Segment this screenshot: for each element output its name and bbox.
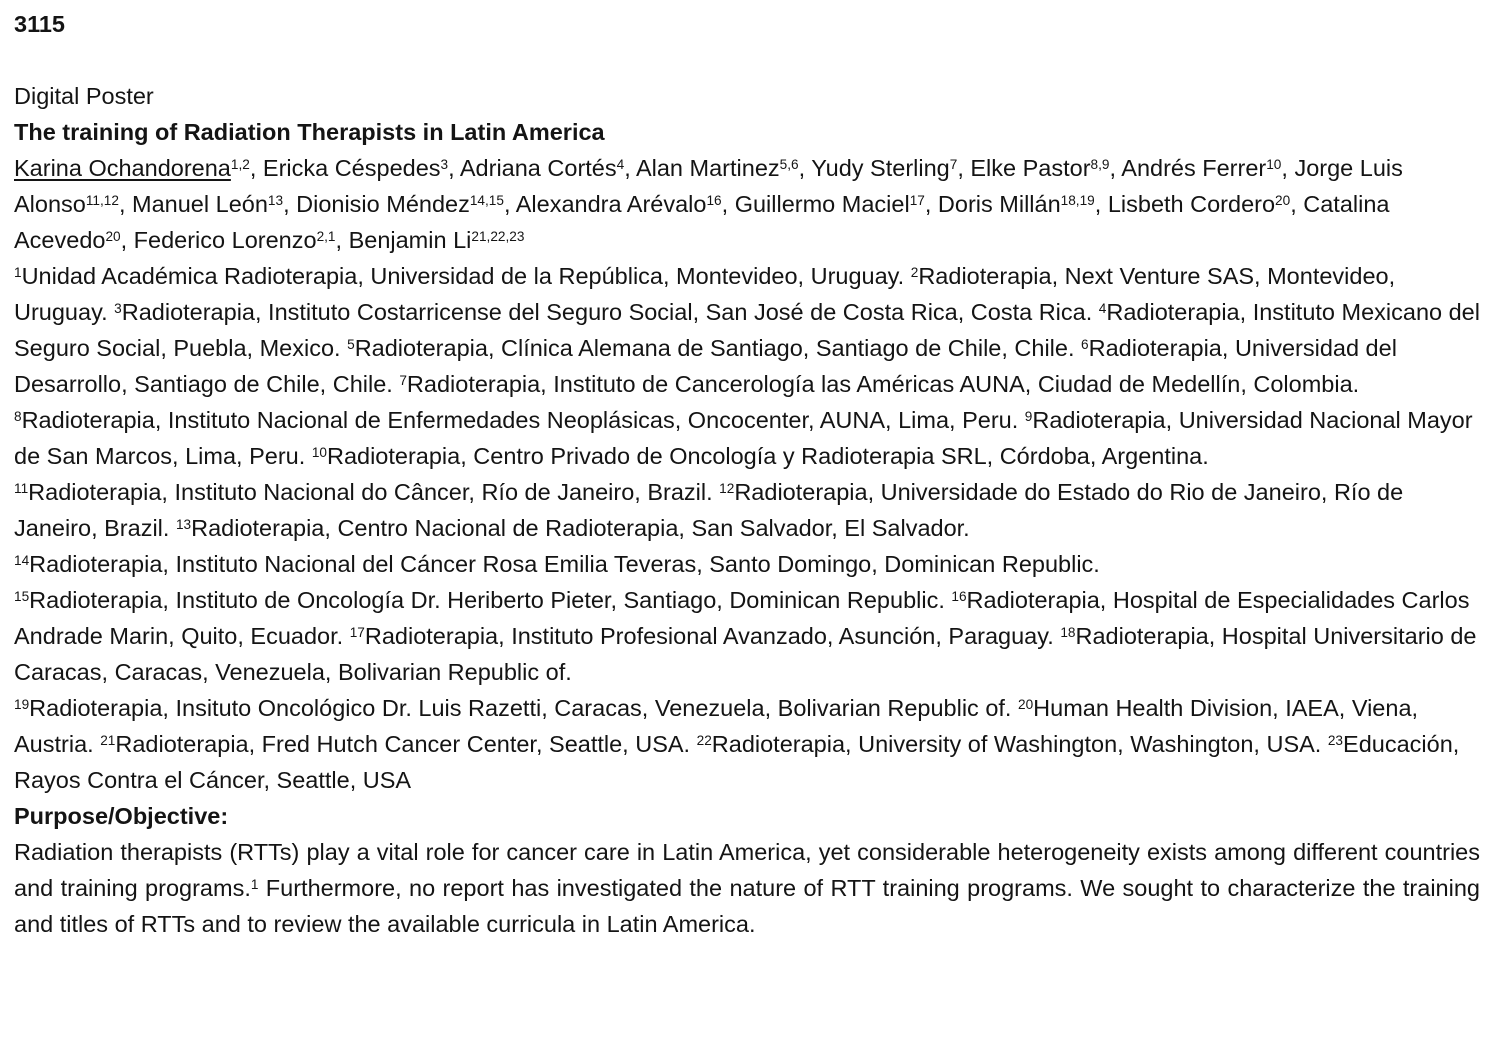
affiliation-number-sup: 17 <box>349 624 365 640</box>
author-affiliation-sup: 10 <box>1266 156 1282 172</box>
affiliation-text: Radioterapia, Centro Nacional de Radioterapia, San Salvador, El Salvador. <box>191 515 970 541</box>
author-affiliation-sup: 17 <box>909 192 925 208</box>
affiliation-text: Radioterapia, Instituto Nacional de Enfermedades Neoplásicas, Oncocenter, AUNA, Lima, Peru. <box>21 407 1019 433</box>
author-affiliation-sup: 3 <box>440 156 449 172</box>
affiliation-text: Radioterapia, Instituto Profesional Avanzado, Asunción, Paraguay. <box>364 623 1054 649</box>
affiliation-text: Radioterapia, Instituto de Oncología Dr. Heriberto Pieter, Santiago, Dominican Republic. <box>29 587 945 613</box>
author-name: Alexandra Arévalo <box>515 191 707 217</box>
author-name: Guillermo Maciel <box>734 191 910 217</box>
affiliation-number-sup: 4 <box>1098 300 1107 316</box>
affiliation-text: Human Health Division, IAEA, Viena, Austria. <box>14 695 1419 757</box>
affiliation-number-sup: 7 <box>399 372 407 388</box>
affiliation-number-sup: 12 <box>719 480 735 496</box>
reference-sup: 1 <box>250 876 259 892</box>
author-affiliation-sup: 16 <box>706 192 722 208</box>
affiliation-text: Radioterapia, Next Venture SAS, Montevideo, Uruguay. <box>14 263 1396 325</box>
author-affiliation-sup: 2,1 <box>316 228 336 244</box>
affiliation-text: Radioterapia, Instituto Mexicano del Seguro Social, Puebla, Mexico. <box>14 299 1480 361</box>
author-affiliation-sup: 8,9 <box>1090 156 1110 172</box>
affiliation-text: Radioterapia, Instituto Costarricense del Seguro Social, San José de Costa Rica, Costa Rica. <box>121 299 1093 325</box>
affiliation-text: Radioterapia, Instituto Nacional del Cáncer Rosa Emilia Teveras, Santo Domingo, Dominican Republic. <box>29 551 1100 577</box>
affiliation-number-sup: 9 <box>1024 408 1033 424</box>
author-affiliation-sup: 13 <box>267 192 284 208</box>
abstract-title: The training of Radiation Therapists in Latin America <box>14 119 605 145</box>
affiliation-text: Radioterapia, Universidade do Estado do Rio de Janeiro, Río de Janeiro, Brazil. <box>14 479 1404 541</box>
affiliation-number-sup: 11 <box>14 480 29 496</box>
affiliation-group <box>14 474 1480 546</box>
affiliation-text: Radioterapia, Hospital Universitario de Caracas, Caracas, Venezuela, Bolivarian Republic of. <box>14 623 1477 685</box>
affiliation-number-sup: 1 <box>14 264 22 280</box>
author-affiliation-sup: 5,6 <box>779 156 799 172</box>
affiliation-list <box>14 258 1480 798</box>
author-affiliation-sup: 20 <box>105 228 121 244</box>
affiliation-text: Radioterapia, University of Washington, Washington, USA. <box>711 731 1322 757</box>
author-affiliation-sup: 7 <box>949 156 958 172</box>
affiliation-number-sup: 8 <box>14 408 22 424</box>
affiliation-text: Radioterapia, Insituto Oncológico Dr. Luis Razetti, Caracas, Venezuela, Bolivarian Republic of. <box>29 695 1012 721</box>
author-name: Ericka Céspedes <box>262 155 441 181</box>
abstract-number: 3115 <box>14 11 65 37</box>
author-name: Lisbeth Cordero <box>1107 191 1276 217</box>
affiliation-text: Unidad Académica Radioterapia, Universidad de la República, Montevideo, Uruguay. <box>21 263 905 289</box>
affiliation-group <box>14 546 1480 582</box>
author-affiliation-sup: 18,19 <box>1060 192 1095 208</box>
affiliation-number-sup: 13 <box>175 516 192 532</box>
author-affiliation-sup: 14,15 <box>469 192 504 208</box>
author-name: Adriana Cortés <box>459 155 617 181</box>
affiliation-number-sup: 23 <box>1327 732 1344 748</box>
author-affiliation-sup: 20 <box>1275 192 1291 208</box>
author-affiliation-sup: 11,12 <box>85 192 119 208</box>
author-name: Benjamin Li <box>348 227 472 253</box>
affiliation-text: Radioterapia, Fred Hutch Cancer Center, Seattle, USA. <box>115 731 691 757</box>
affiliation-number-sup: 14 <box>14 552 30 568</box>
affiliation-text: Radioterapia, Universidad Nacional Mayor de San Marcos, Lima, Peru. <box>14 407 1473 469</box>
author-name: Andrés Ferrer <box>1121 155 1267 181</box>
author-name: Karina Ochandorena <box>14 155 231 181</box>
affiliation-text: Radioterapia, Hospital de Especialidades Carlos Andrade Marin, Quito, Ecuador. <box>14 587 1470 649</box>
author-name: Manuel León <box>132 191 268 217</box>
affiliation-number-sup: 22 <box>696 732 712 748</box>
author-name: Dionisio Méndez <box>296 191 470 217</box>
affiliation-group <box>14 258 1480 474</box>
author-name: Doris Millán <box>937 191 1061 217</box>
affiliation-number-sup: 2 <box>910 264 919 280</box>
affiliation-number-sup: 3 <box>114 300 122 316</box>
author-list: Karina Ochandorena$^{1,2}$, Ericka Céspedes$^3$, Adriana Cortés$^4$, Alan Martinez$^{5,6}$, Yudy Sterling$^7$, Elke Pastor$^{8,9}$, Andrés Ferrer$^{10}$, Jorge Luis Alonso$^{11,12}$, Manuel León$^{13}$, Dionisio Méndez$^{14,15}$, Alexandra Arévalo$^{16}$, Guillermo Maciel$^{17}$, Doris Millán$^{18,19}$, Lisbeth Cordero$^{20}$, Catalina Acevedo$^{20}$, Federico Lorenzo$^{2,1}$, Benjamin Li$^{21,22,23}$ <box>14 155 1403 253</box>
affiliation-number-sup: 5 <box>347 336 355 352</box>
purpose-text: Radiation therapists (RTTs) play a vital role for cancer care in Latin America, yet considerable heterogeneity exists among different countries and training programs.$^1$ Furthermore, no report has investigated the nature of RTT training programs. We sought to characterize the training and titles of RTTs and to review the available curricula in Latin America. <box>14 839 1480 937</box>
affiliation-number-sup: 20 <box>1018 696 1034 712</box>
affiliation-text: Educación, Rayos Contra el Cáncer, Seattle, USA <box>14 731 1460 793</box>
affiliation-number-sup: 15 <box>14 588 30 604</box>
affiliation-group <box>14 582 1480 690</box>
affiliation-number-sup: 6 <box>1081 336 1089 352</box>
affiliation-text: Radioterapia, Instituto de Cancerología las Américas AUNA, Ciudad de Medellín, Colombia. <box>406 371 1360 397</box>
affiliation-text: Radioterapia, Universidad del Desarrollo, Santiago de Chile, Chile. <box>14 335 1397 397</box>
affiliation-number-sup: 21 <box>100 732 116 748</box>
affiliation-number-sup: 18 <box>1060 624 1076 640</box>
affiliation-text: Radioterapia, Clínica Alemana de Santiago, Santiago de Chile, Chile. <box>354 335 1075 361</box>
author-name: Catalina Acevedo <box>14 191 1390 253</box>
affiliation-number-sup: 16 <box>951 588 967 604</box>
presentation-type: Digital Poster <box>14 83 154 109</box>
purpose-heading: Purpose/Objective: <box>14 803 229 829</box>
author-name: Alan Martinez <box>635 155 780 181</box>
affiliation-group <box>14 690 1480 798</box>
author-affiliation-sup: 21,22,23 <box>471 228 525 244</box>
author-affiliation-sup: 4 <box>616 156 625 172</box>
affiliation-text: Radioterapia, Centro Privado de Oncología y Radioterapia SRL, Córdoba, Argentina. <box>326 443 1209 469</box>
affiliation-number-sup: 10 <box>311 444 327 460</box>
affiliation-number-sup: 19 <box>14 696 30 712</box>
author-name: Elke Pastor <box>970 155 1091 181</box>
author-name: Federico Lorenzo <box>133 227 317 253</box>
affiliation-text: Radioterapia, Instituto Nacional do Câncer, Río de Janeiro, Brazil. <box>28 479 713 505</box>
author-name: Jorge Luis Alonso <box>14 155 1403 217</box>
author-name: Yudy Sterling <box>811 155 950 181</box>
author-affiliation-sup: 1,2 <box>230 156 250 172</box>
